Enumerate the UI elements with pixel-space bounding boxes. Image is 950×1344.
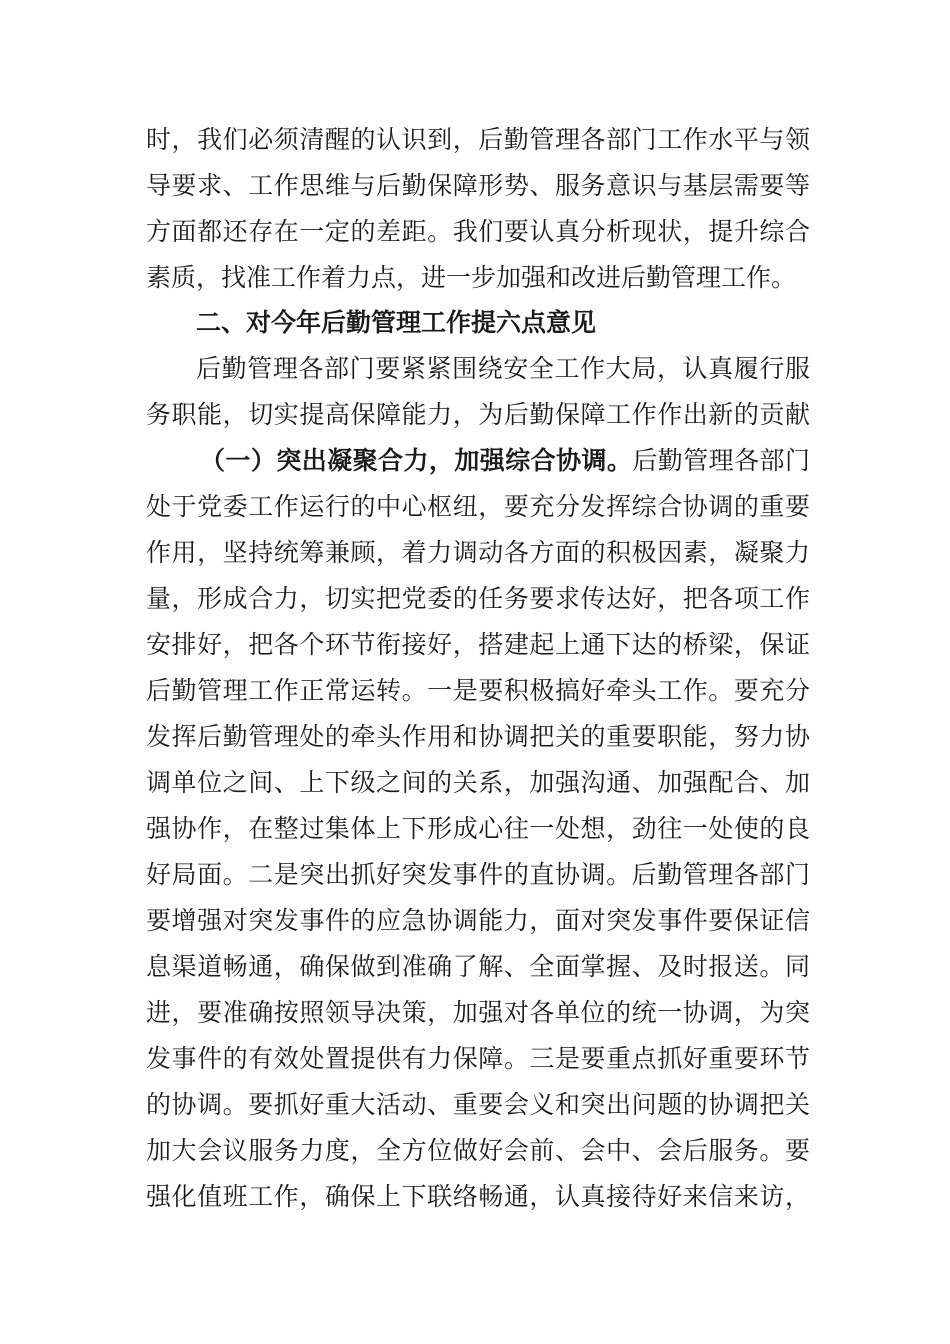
paragraph-line: 务职能，切实提高保障能力，为后勤保障工作作出新的贡献 xyxy=(146,400,810,429)
paragraph-line: 量，形成合力，切实把党委的任务要求传达好，把各项工作 xyxy=(146,584,810,613)
subheading-text: （一）突出凝聚合力，加强综合协调。 xyxy=(200,446,633,475)
paragraph-line: 安排好，把各个环节衔接好，搭建起上通下达的桥梁，保证 xyxy=(146,630,810,659)
paragraph-line: 强协作，在整过集体上下形成心往一处想，劲往一处使的良 xyxy=(146,814,810,843)
paragraph-line: 作用，坚持统筹兼顾，着力调动各方面的积极因素，凝聚力 xyxy=(146,538,810,567)
paragraph-line: 处于党委工作运行的中心枢纽，要充分发挥综合协调的重要 xyxy=(146,492,810,521)
paragraph-line: 的协调。要抓好重大活动、重要会义和突出问题的协调把关 xyxy=(146,1090,810,1119)
paragraph-line: 发事件的有效处置提供有力保障。三是要重点抓好重要环节 xyxy=(146,1044,810,1073)
paragraph-line: 要增强对突发事件的应急协调能力，面对突发事件要保证信 xyxy=(146,906,810,935)
paragraph-line: 后勤管理各部门要紧紧围绕安全工作大局，认真履行服 xyxy=(196,354,810,383)
paragraph-line: 进，要准确按照领导决策，加强对各单位的统一协调，为突 xyxy=(146,998,810,1027)
paragraph-line: 加大会议服务力度，全方位做好会前、会中、会后服务。要 xyxy=(146,1136,810,1165)
paragraph-line: 强化值班工作，确保上下联络畅通，认真接待好来信来访， xyxy=(146,1182,810,1211)
paragraph-line: 方面都还存在一定的差距。我们要认真分析现状，提升综合 xyxy=(146,217,810,246)
paragraph-line: 时，我们必须清醒的认识到，后勤管理各部门工作水平与领 xyxy=(146,125,810,154)
paragraph-text: 后勤管理各部门 xyxy=(632,446,810,475)
paragraph-line-with-subheading xyxy=(200,441,810,481)
paragraph-line: 导要求、工作思维与后勤保障形势、服务意识与基层需要等 xyxy=(146,171,810,200)
paragraph-line: 好局面。二是突出抓好突发事件的直协调。后勤管理各部门 xyxy=(146,860,810,889)
paragraph-line: 后勤管理工作正常运转。一是要积极搞好牵头工作。要充分 xyxy=(146,676,810,705)
paragraph-line: 息渠道畅通，确保做到准确了解、全面掌握、及时报送。同 xyxy=(146,952,810,981)
paragraph-line: 素质，找准工作着力点，进一步加强和改进后勤管理工作。 xyxy=(146,263,797,292)
paragraph-line: 发挥后勤管理处的牵头作用和协调把关的重要职能，努力协 xyxy=(146,722,810,751)
section-heading: 二、对今年后勤管理工作提六点意见 xyxy=(196,308,597,337)
paragraph-line: 调单位之间、上下级之间的关系，加强沟通、加强配合、加 xyxy=(146,768,810,797)
